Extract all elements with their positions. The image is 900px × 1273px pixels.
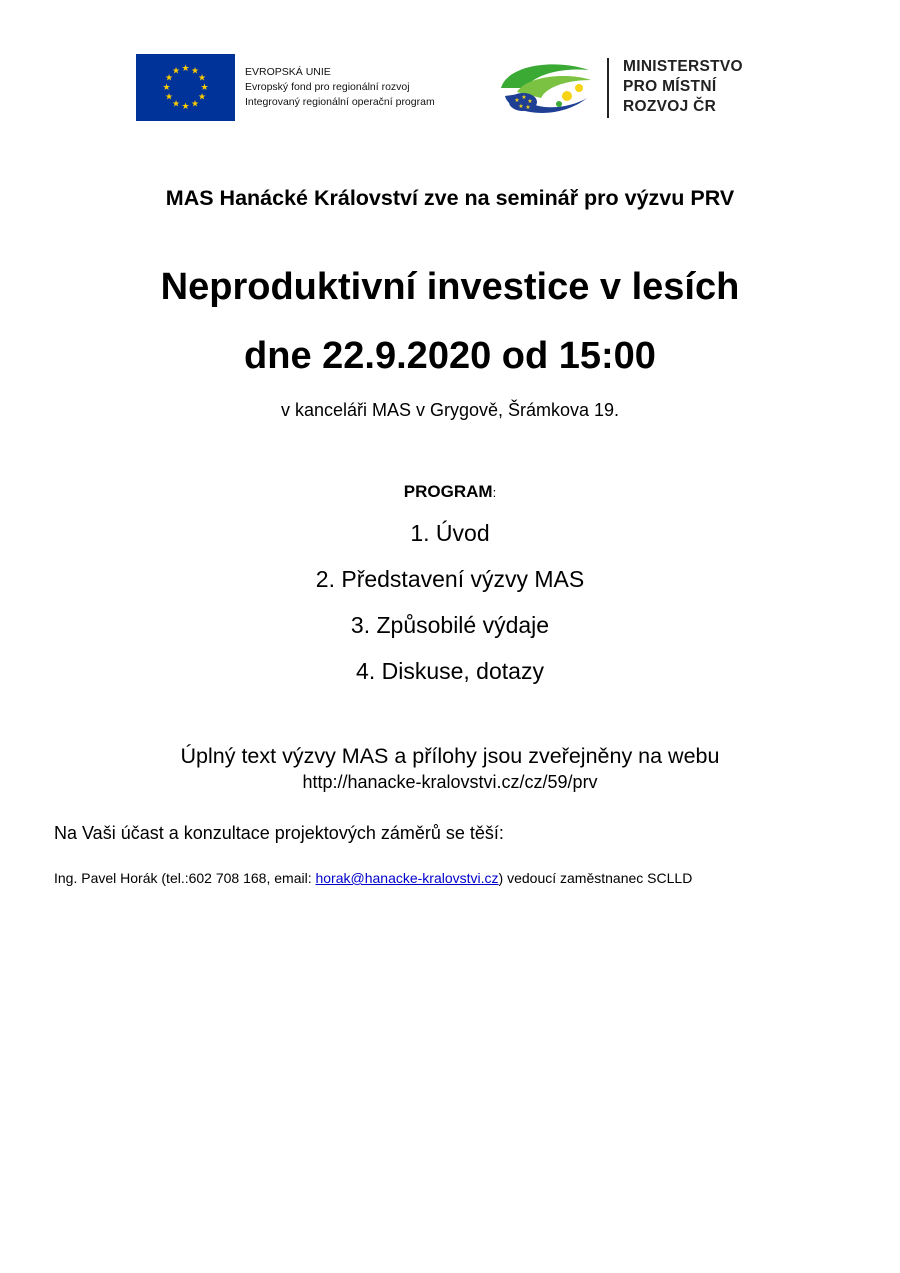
svg-text:★: ★ [181, 64, 190, 74]
logo-divider [607, 58, 609, 118]
ministry-line-2: PRO MÍSTNÍ [623, 78, 717, 95]
svg-text:★: ★ [171, 66, 181, 77]
svg-text:★: ★ [521, 94, 527, 101]
ministry-line-3: ROZVOJ ČR [623, 98, 717, 115]
eu-flag-icon [136, 54, 235, 121]
program-item: 3. Způsobilé výdaje [350, 612, 550, 638]
contact-suffix: ) vedoucí zaměstnanec SCLLD [498, 870, 693, 886]
program-item: 2. Představení výzvy MAS [315, 566, 585, 592]
eu-program-text [245, 65, 435, 110]
ministry-line-1: MINISTERSTVO [623, 58, 743, 75]
eu-fund-label: Evropský fond pro regionální rozvoj [245, 81, 410, 93]
seminar-date: dne 22.9.2020 od 15:00 [244, 335, 656, 377]
seminar-location: v kanceláři MAS v Grygově, Šrámkova 19. [280, 400, 620, 420]
program-item: 1. Úvod [410, 520, 490, 546]
participation-text: Na Vaši účast a konzultace projektových záměrů se těší: [54, 823, 504, 843]
svg-text:★: ★ [200, 83, 209, 93]
program-url: http://hanacke-kralovstvi.cz/cz/59/prv [302, 772, 598, 792]
program-heading [0, 482, 900, 502]
program-heading-colon: : [492, 485, 497, 500]
svg-text:★: ★ [525, 104, 531, 111]
program-heading-label: PROGRAM [403, 482, 493, 501]
svg-text:★: ★ [197, 73, 207, 84]
contact-line [54, 870, 692, 886]
svg-text:★: ★ [164, 73, 174, 84]
svg-text:★: ★ [162, 83, 171, 93]
svg-text:★: ★ [190, 99, 200, 110]
mmr-logo-icon [497, 58, 595, 120]
contact-prefix: Ing. Pavel Horák (tel.:602 708 168, email: [54, 870, 316, 886]
svg-text:★: ★ [181, 102, 190, 112]
svg-text:★: ★ [190, 66, 200, 77]
svg-text:★: ★ [197, 92, 207, 103]
svg-text:★: ★ [518, 103, 524, 110]
program-item: 4. Diskuse, dotazy [356, 658, 544, 684]
svg-text:★: ★ [514, 97, 520, 104]
svg-text:★: ★ [527, 98, 533, 105]
header [0, 0, 900, 140]
seminar-title: Neproduktivní investice v lesích [160, 266, 740, 308]
full-text-notice: Úplný text výzvy MAS a přílohy jsou zveřejněny na webu [180, 744, 720, 768]
eu-union-label: EVROPSKÁ UNIE [245, 66, 331, 78]
contact-email-link[interactable]: horak@hanacke-kralovstvi.cz [315, 870, 499, 886]
svg-text:★: ★ [171, 99, 181, 110]
svg-text:★: ★ [164, 92, 174, 103]
ministry-text [623, 57, 743, 117]
invitation-heading: MAS Hanácké Království zve na seminář pro výzvu PRV [165, 186, 735, 210]
eu-program-label: Integrovaný regionální operační program [245, 96, 435, 108]
